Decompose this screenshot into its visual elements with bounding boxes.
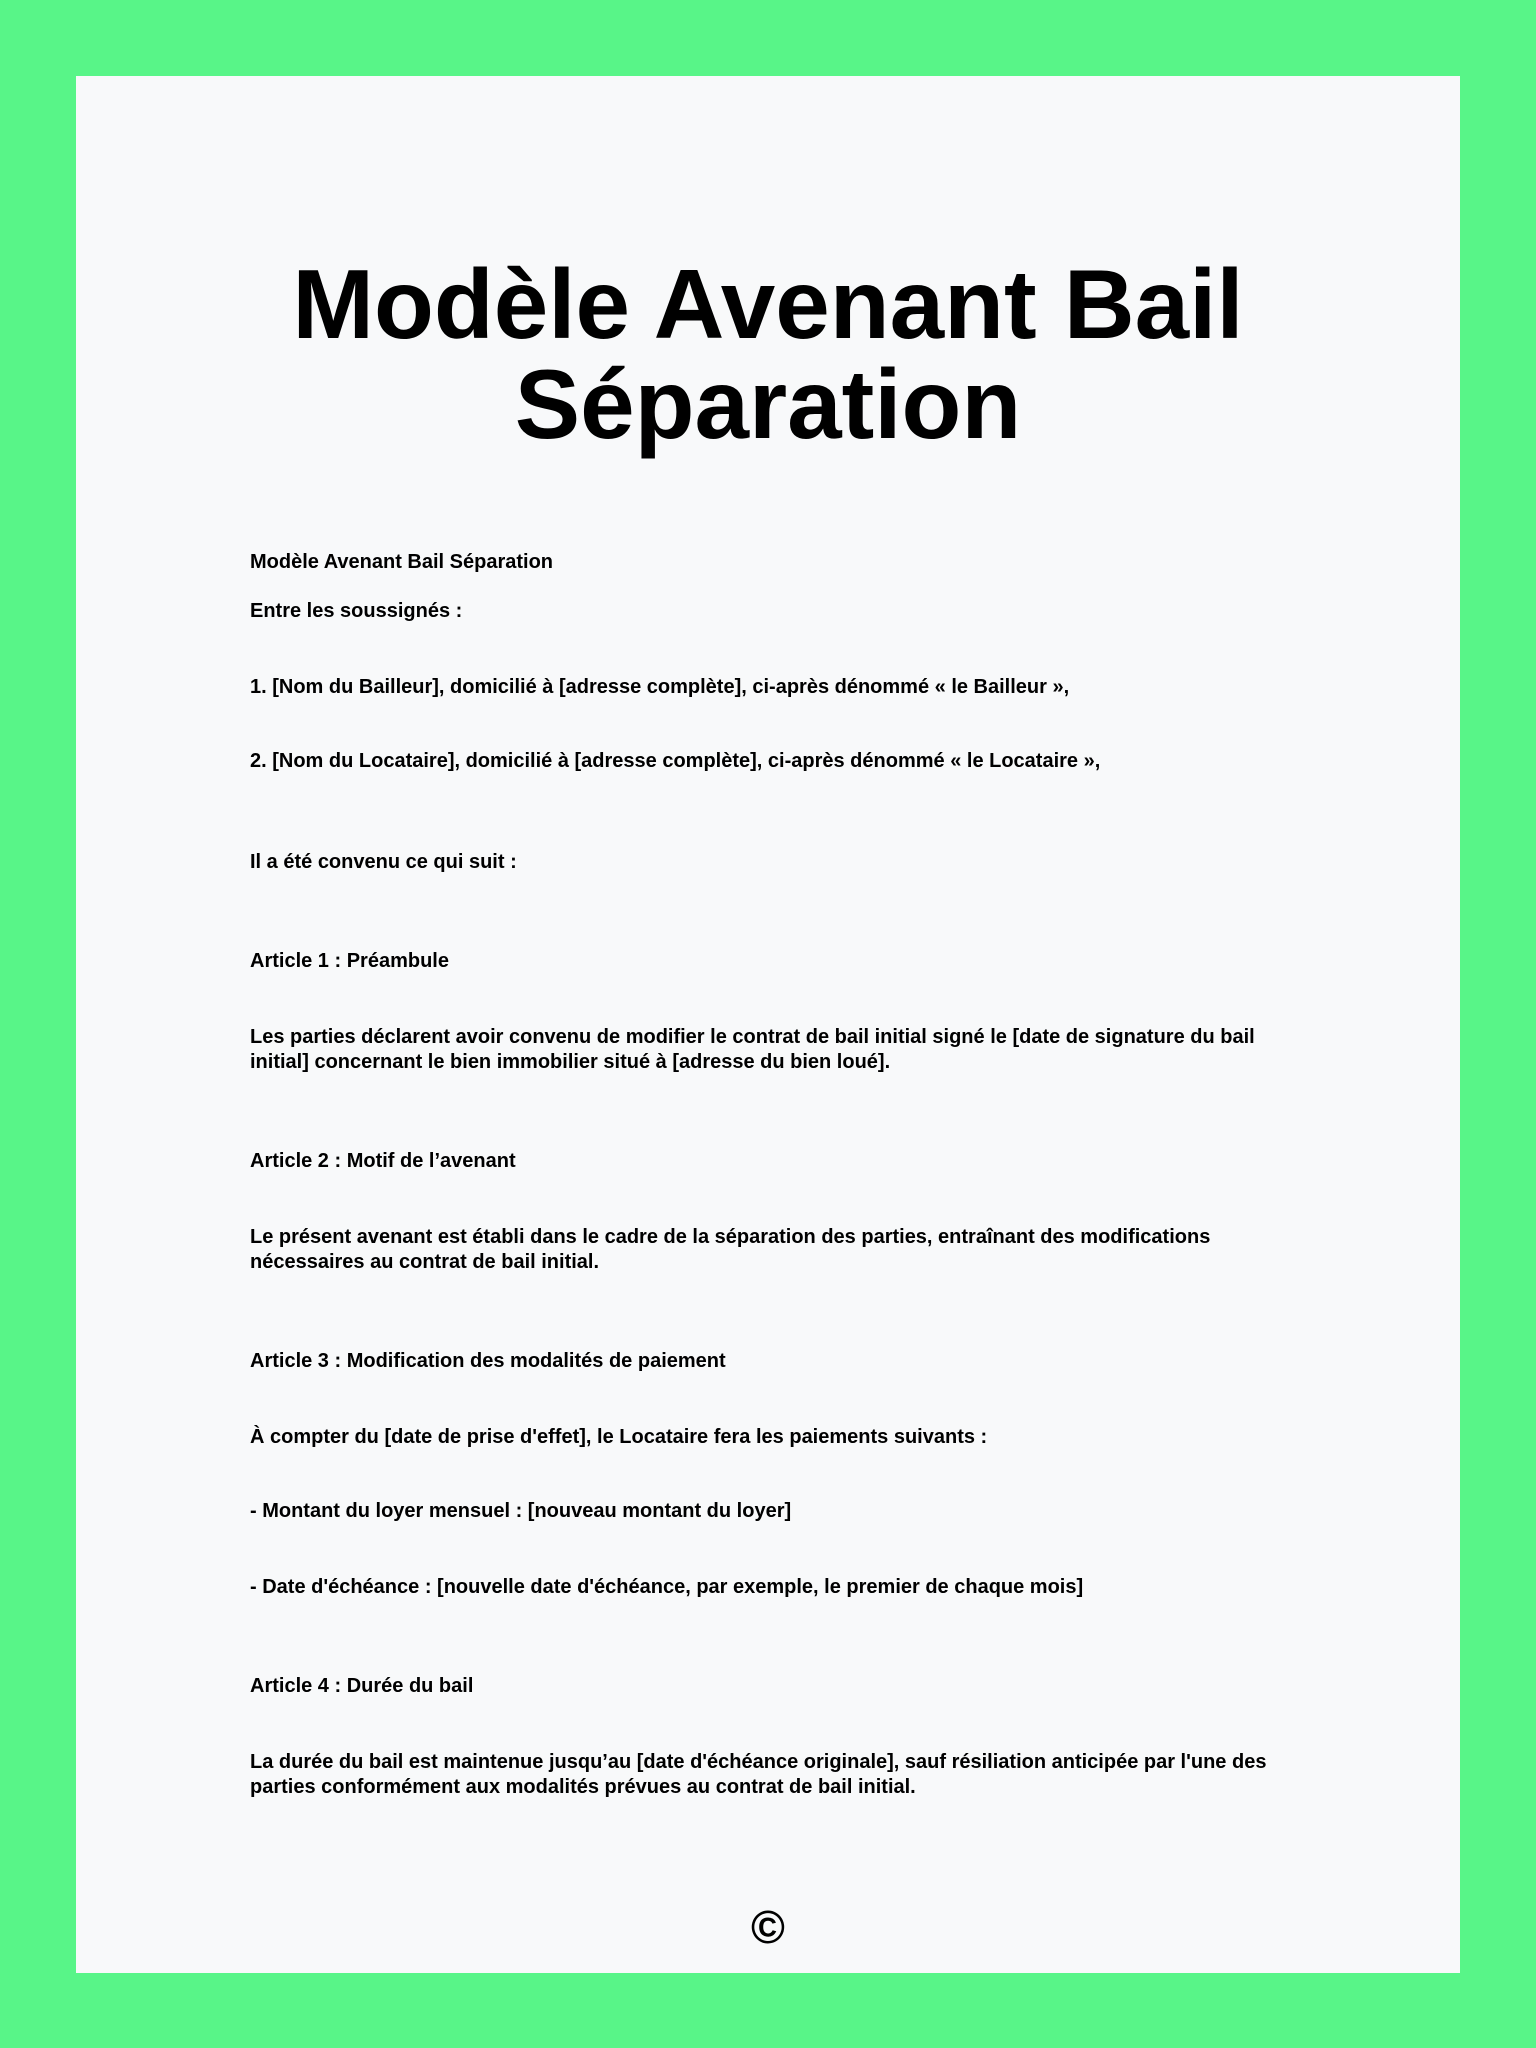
article-2-title: Article 2 : Motif de l’avenant — [250, 1150, 516, 1172]
article-2-text: Le présent avenant est établi dans le cadre de la séparation des parties, entraînant des modifications nécessaires au contrat de bail initial. — [250, 1226, 1211, 1273]
article-3-text: À compter du [date de prise d'effet], le Locataire fera les paiements suivants : — [250, 1426, 988, 1448]
party-2: 2. [Nom du Locataire], domicilié à [adresse complète], ci-après dénommé « le Locataire », — [250, 750, 1101, 772]
title-line-1: Modèle Avenant Bail — [292, 249, 1244, 359]
article-4-title: Article 4 : Durée du bail — [250, 1675, 474, 1697]
document-title — [0, 249, 1536, 459]
article-4-text: La durée du bail est maintenue jusqu’au [date d'échéance originale], sauf résiliation anticipée par l'une des parties conformément aux modalités prévues au contrat de bail initial. — [250, 1751, 1267, 1798]
agreed-text: Il a été convenu ce qui suit : — [250, 851, 517, 873]
article-1-title: Article 1 : Préambule — [250, 950, 449, 972]
title-line-2: Séparation — [514, 349, 1022, 459]
article-3-item-rent: - Montant du loyer mensuel : [nouveau montant du loyer] — [250, 1500, 792, 1522]
article-3-item-due-date: - Date d'échéance : [nouvelle date d'échéance, par exemple, le premier de chaque mois] — [250, 1576, 1084, 1598]
article-1-text: Les parties déclarent avoir convenu de modifier le contrat de bail initial signé le [date de signature du bail initial] concernant le bien immobilier situé à [adresse du bien loué]. — [250, 1026, 1255, 1073]
document-heading: Modèle Avenant Bail Séparation — [250, 551, 554, 573]
party-1: 1. [Nom du Bailleur], domicilié à [adresse complète], ci-après dénommé « le Bailleur », — [250, 676, 1070, 698]
article-3-title: Article 3 : Modification des modalités de paiement — [250, 1350, 726, 1372]
copyright-icon: © — [751, 1901, 785, 1953]
intro-text: Entre les soussignés : — [250, 600, 463, 622]
